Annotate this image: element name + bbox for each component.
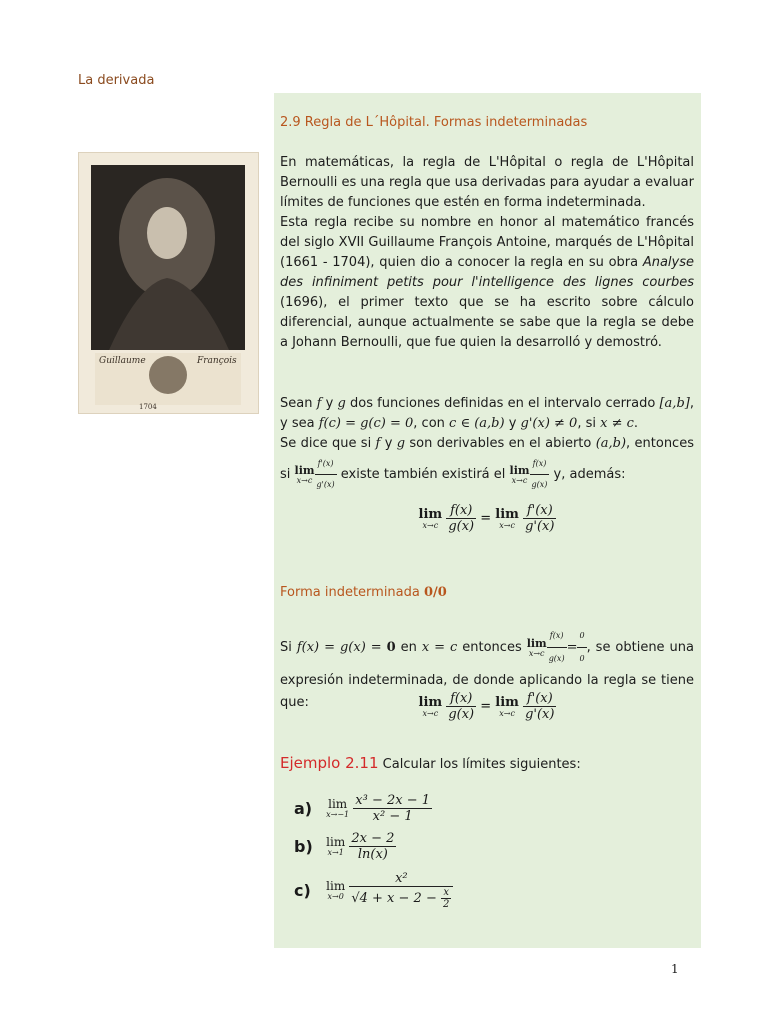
- math-x-eq-c: x = c: [421, 640, 458, 655]
- subsection-prefix: Forma indeterminada: [280, 585, 424, 600]
- frac-den: g'(x): [525, 707, 555, 722]
- lim-sub: x→1: [327, 848, 344, 857]
- exercise-label: a): [294, 799, 313, 818]
- theorem-text: y: [504, 416, 521, 431]
- lim-sub: x→c: [511, 475, 528, 485]
- equals-sign: =: [480, 699, 492, 714]
- frac-num: x: [443, 887, 449, 898]
- frac-num: 2x − 2: [351, 831, 395, 846]
- inline-limit-3: [527, 638, 547, 658]
- theorem-text: Sean: [280, 396, 317, 411]
- inline-frac-3: [547, 625, 567, 670]
- math-f: f: [375, 436, 381, 451]
- theorem-text: .: [633, 416, 639, 431]
- frac-den: 0: [577, 647, 586, 670]
- lim-word: lim: [418, 694, 443, 710]
- theorem-text: , con: [413, 416, 450, 431]
- frac-den: 2: [442, 899, 450, 910]
- frac-num: f(x): [450, 503, 473, 518]
- limit-operator: [419, 696, 443, 718]
- lim-sub: x→0: [327, 892, 344, 901]
- lim-word: lim: [495, 694, 519, 710]
- math-f: f: [316, 396, 322, 411]
- lim-word: lim: [509, 463, 530, 477]
- fraction-f-over-g: [446, 503, 476, 534]
- intro-text-1: En matemáticas, la regla de L'Hôpital o regla de L'Hôpital Bernoulli es una regla que usa derivadas para ayudar a evaluar límites de funciones que estén en forma indeterminada.: [280, 155, 694, 210]
- example-title: Ejemplo 2.11: [280, 754, 379, 772]
- frac-num: x³ − 2x − 1: [355, 793, 431, 808]
- theorem-text: existe también existirá el: [336, 467, 510, 482]
- equals-sign: =: [480, 511, 492, 526]
- frac-num: x²: [395, 871, 408, 886]
- lim-word: lim: [294, 463, 315, 477]
- lim-sub: x→c: [422, 708, 439, 718]
- content-panel: [274, 93, 701, 948]
- exercise-label: c): [294, 881, 311, 900]
- lim-sub: x→c: [422, 520, 439, 530]
- minus-two: − 2 −: [394, 891, 441, 906]
- frac-num: f'(x): [526, 691, 553, 706]
- theorem-text: son derivables en el abierto: [405, 436, 596, 451]
- page-number: 1: [671, 962, 679, 976]
- example-text: Calcular los límites siguientes:: [378, 757, 581, 772]
- math-open-interval: (a,b): [595, 436, 627, 451]
- limit-operator: [419, 508, 443, 530]
- formula-lhopital-1: [274, 503, 701, 534]
- frac-num: 0: [579, 631, 585, 640]
- exercise-c-fraction: [349, 871, 453, 910]
- example-heading: [280, 753, 694, 775]
- portrait-name-right: François: [197, 356, 237, 366]
- lim-word: lim: [326, 835, 346, 849]
- math-eq: f(x) = g(x) =: [296, 640, 387, 655]
- lim-word: lim: [418, 506, 443, 522]
- portrait-name-left: Guillaume: [99, 356, 146, 366]
- zero-text: Si: [280, 640, 297, 655]
- zero-text: , se obtiene una expresión indeterminada, de donde aplicando la regla se tiene que:: [280, 640, 694, 710]
- limit-operator: [326, 798, 349, 819]
- inline-limit-1: [295, 465, 315, 485]
- frac-den: ln(x): [349, 846, 396, 862]
- limit-operator: [326, 836, 345, 857]
- theorem-text: , si: [577, 416, 601, 431]
- exercise-a-fraction: [353, 793, 432, 824]
- math-zero: 0: [386, 640, 396, 655]
- book-title: Analyse des infiniment petits pour l'intelligence des lignes courbes: [280, 255, 694, 290]
- inline-frac-1: [315, 454, 337, 495]
- theorem-paragraph: [280, 394, 694, 495]
- chapter-header: La derivada: [78, 73, 155, 88]
- math-gprime: g'(x) ≠ 0: [520, 416, 578, 431]
- section-title: 2.9 Regla de L´Hôpital. Formas indeterminadas: [280, 115, 588, 130]
- intro-text-2b: (1696), el primer texto que se ha escrito sobre cálculo diferencial, aunque actualmente se sabe que la regla se debe a Johann Bernoulli, que fue quien la desarrolló y demostró.: [280, 295, 694, 350]
- limit-operator: [326, 880, 345, 901]
- lim-word: lim: [328, 797, 348, 811]
- theorem-text: y, además:: [549, 467, 626, 482]
- fraction-f-over-g: [446, 691, 476, 722]
- equals-sign: =: [566, 640, 578, 655]
- frac-num: f'(x): [317, 459, 334, 468]
- frac-num: f(x): [532, 459, 547, 468]
- exercise-label: b): [294, 837, 313, 856]
- math-closed-interval: [a,b]: [659, 396, 690, 411]
- limit-operator: [495, 696, 519, 718]
- frac-den: g(x): [547, 647, 567, 670]
- theorem-text: y: [380, 436, 397, 451]
- frac-num: f'(x): [526, 503, 553, 518]
- lim-sub: x→−1: [326, 810, 350, 819]
- portrait-year: 1704: [139, 403, 157, 411]
- lim-sub: x→c: [296, 475, 313, 485]
- frac-den: [349, 886, 453, 910]
- frac-num: f(x): [450, 691, 473, 706]
- zero-over-zero: [577, 625, 586, 670]
- portrait-engraving: [78, 152, 259, 414]
- lim-word: lim: [526, 636, 547, 650]
- sqrt-term: √4 + x: [351, 891, 395, 906]
- fraction-fp-over-gp: [523, 691, 556, 722]
- subsection-title: [280, 585, 447, 600]
- exercise-a: [294, 793, 432, 824]
- exercise-b-fraction: [349, 831, 396, 862]
- formula-lhopital-2: [274, 691, 701, 722]
- theorem-text: Se dice que si: [280, 436, 376, 451]
- theorem-text: y: [321, 396, 338, 411]
- frac-den: g(x): [448, 519, 475, 534]
- theorem-text: , y sea: [280, 396, 694, 431]
- intro-text-2a: Esta regla recibe su nombre en honor al matemático francés del siglo XVII Guillaume François Antoine, marqués de L'Hôpital (1661 - 1704), quien dio a conocer la regla en su obra: [280, 215, 694, 270]
- subsection-form: 0/0: [424, 585, 447, 600]
- limit-operator: [495, 508, 519, 530]
- lim-sub: x→c: [499, 708, 515, 718]
- exercise-c: [294, 871, 453, 910]
- lim-word: lim: [326, 879, 346, 893]
- math-fc-eq: f(c) = g(c) = 0: [318, 416, 414, 431]
- lim-sub: x→c: [499, 520, 515, 530]
- inline-limit-2: [510, 465, 530, 485]
- lim-word: lim: [495, 506, 519, 522]
- math-c-in: c ∈ (a,b): [449, 416, 505, 431]
- frac-den: g'(x): [525, 519, 555, 534]
- lim-sub: x→c: [528, 648, 545, 658]
- math-g: g: [337, 396, 346, 411]
- zero-text: en: [395, 640, 422, 655]
- frac-num: f(x): [549, 631, 564, 640]
- frac-den: x² − 1: [353, 808, 432, 824]
- fraction-fp-over-gp: [523, 503, 556, 534]
- inline-frac-2: [530, 454, 550, 495]
- exercise-b: [294, 831, 396, 862]
- theorem-text: dos funciones definidas en el intervalo cerrado: [345, 396, 660, 411]
- theorem-text: , entonces si: [280, 436, 694, 482]
- math-x-neq-c: x ≠ c: [600, 416, 634, 431]
- zero-text: entonces: [457, 640, 527, 655]
- intro-paragraph: [280, 153, 694, 353]
- frac-den: g(x): [530, 474, 550, 495]
- frac-den: g(x): [448, 707, 475, 722]
- frac-den: g'(x): [315, 474, 337, 495]
- math-g: g: [396, 436, 406, 451]
- x-over-2: [441, 887, 451, 910]
